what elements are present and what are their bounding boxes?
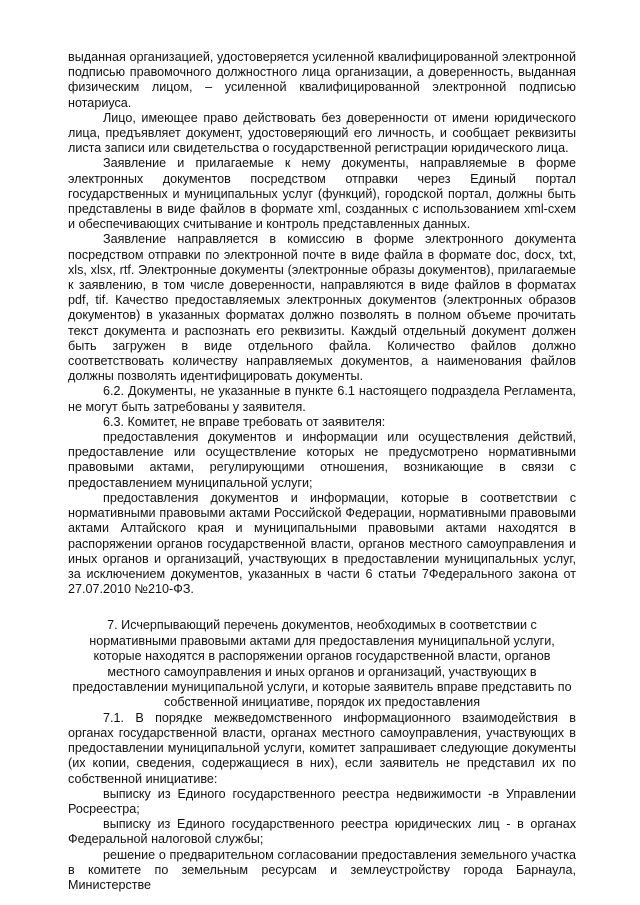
- paragraph-6-3: 6.3. Комитет, не вправе требовать от заявителя:: [103, 414, 386, 429]
- list-item-preliminary-approval: решение о предварительном согласовании предоставления земельного участка в комитете по земельным ресурсам и землеустройству города Барнаула, Министерстве: [68, 847, 576, 892]
- list-item-legal-entities-registry: выписку из Единого государственного реестра юридических лиц - в органах Федеральной налоговой службы;: [68, 817, 576, 847]
- list-item-not-required-actions: предоставления документов и информации или осуществления действий, предоставление или осуществление которых не предусмотрено нормативными правовыми актами, регулирующими отношения, возникающие в связи с предоставлением муниципальной услуги;: [68, 430, 576, 490]
- section-heading-7: 7. Исчерпывающий перечень документов, необходимых в соответствии с нормативными правовыми актами для предоставления муниципальной услуги, которые находятся в распоряжении органов государственной власти, органов местного самоуправления и иных органов и организаций, участвующих в предоставлении муниципальной услуги, и которые заявитель вправе представить по собственной инициативе, порядок их предоставления: [72, 618, 572, 710]
- paragraph-legal-entity-representative: Лицо, имеющее право действовать без доверенности от имени юридического лица, предъявляет документ, удостоверяющий его личность, и сообщает реквизиты листа записи или свидетельства о государственной регистрации юридического лица.: [68, 110, 576, 156]
- list-item-real-estate-registry: выписку из Единого государственного реестра недвижимости -в Управлении Росреестра;: [68, 786, 576, 816]
- paragraph-email-file-formats: Заявление направляется в комиссию в форме электронного документа посредством отправки по электронной почте в виде файла в формате doc, docx, txt, xls, xlsx, rtf. Электронные документы (электронные образы документов), прилагаемые к заявлению, в том числе доверенности, направляются в виде файлов в форматах pdf, tif. Качество предоставляемых электронных документов (электронных образов документов) в указанных форматах должно позволять в полном объеме прочитать текст документа и распознать его реквизиты. Каждый отдельный документ должен быть загружен в виде отдельного файла. Количество файлов должно соответствовать количеству направляемых документов, а наименования файлов должны позволять идентифицировать документы.: [68, 232, 576, 384]
- paragraph-6-2: 6.2. Документы, не указанные в пункте 6.1 настоящего подраздела Регламента, не могут быть затребованы у заявителя.: [68, 384, 576, 414]
- list-item-documents-held-by-authorities: предоставления документов и информации, которые в соответствии с нормативными правовыми актами Российской Федерации, нормативными правовыми актами Алтайского края и муниципальными правовыми актами находятся в распоряжении органов государственной власти, органов местного самоуправления и иных органов и организаций, участвующих в предоставлении муниципальных услуг, за исключением документов, указанных в части 6 статьи 7Федерального закона от 27.07.2010 №210-ФЗ.: [68, 490, 576, 597]
- document-page: [68, 50, 576, 893]
- paragraph-electronic-xml-format: Заявление и прилагаемые к нему документы, направляемые в форме электронных документов посредством отправки через Единый портал государственных и муниципальных услуг (функций), городской портал, должны быть представлены в виде файлов в формате xml, созданных с использованием xml-схем и обеспечивающих считывание и контроль представленных данных.: [68, 156, 576, 232]
- paragraph-7-1: 7.1. В порядке межведомственного информационного взаимодействия в органах государственной власти, органах местного самоуправления, участвующих в предоставлении муниципальной услуги, комитет запрашивает следующие документы (их копии, сведения, содержащиеся в них), если заявитель не представил их по собственной инициативе:: [68, 710, 576, 786]
- paragraph-power-of-attorney-signature: выданная организацией, удостоверяется усиленной квалифицированной электронной подписью правомочного должностного лица организации, а доверенность, выданная физическим лицом, – усиленной квалифицированной электронной подписью нотариуса.: [68, 50, 576, 110]
